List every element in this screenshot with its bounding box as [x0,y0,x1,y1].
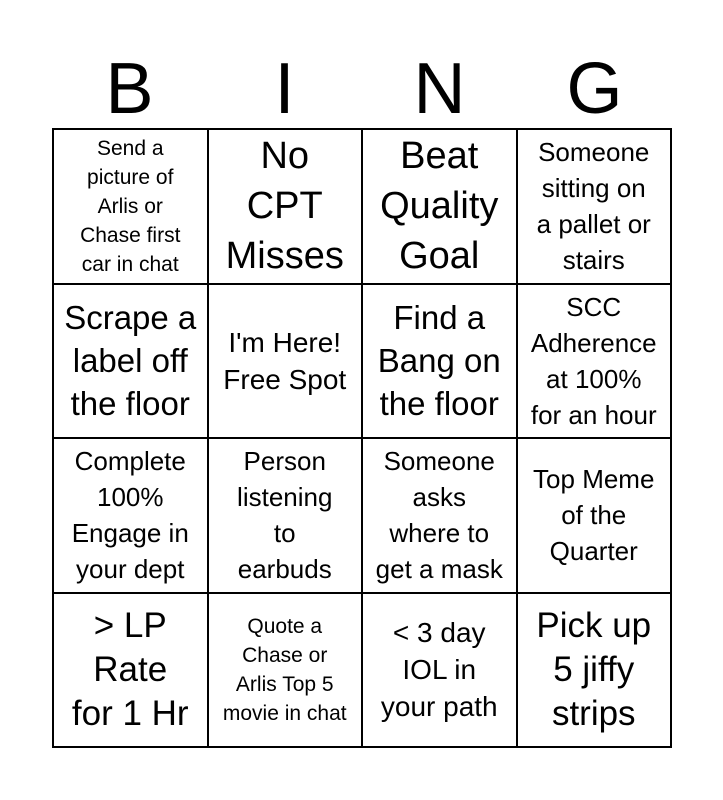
bingo-cell-r2-c3[interactable] [362,284,517,439]
bingo-cell-r1-c1[interactable] [53,129,208,284]
header-letter-b: B [105,49,154,129]
bingo-grid [52,128,672,748]
bingo-cell-r1-c4[interactable] [517,129,672,284]
bingo-cell-text: Beat Quality Goal [380,135,499,278]
bingo-cell-r2-c1[interactable] [53,284,208,439]
bingo-cell-r4-c1[interactable] [53,593,208,748]
bingo-cell-text: No CPT Misses [225,135,344,278]
bingo-cell-r1-c3[interactable] [362,129,517,284]
header-letter-g: G [566,49,623,129]
header-letter-i: I [274,49,295,129]
bingo-cell-r2-c2[interactable] [208,284,363,439]
bingo-cell-text: Someone asks where to get a mask [375,446,503,585]
bingo-cell-r1-c2[interactable] [208,129,363,284]
bingo-cell-r3-c1[interactable] [53,438,208,593]
bingo-cell-r4-c2[interactable] [208,593,363,748]
bingo-cell-text: Quote a Chase or Arlis Top 5 movie in chat [222,614,347,725]
bingo-cell-text: > LP Rate for 1 Hr [71,605,189,733]
bingo-cell-text: Person listening to earbuds [237,446,333,585]
bingo-cell-text: SCC Adherence at 100% for an hour [530,291,657,430]
bingo-cell-text: Top Meme of the Quarter [533,464,655,567]
bingo-cell-text: Someone sitting on a pallet or stairs [536,137,651,276]
bingo-cell-text: I'm Here! Free Spot [223,326,347,395]
bingo-cell-text: Scrape a label off the floor [64,299,197,423]
header-letter-n: N [413,49,466,129]
bingo-cell-r4-c3[interactable] [362,593,517,748]
bingo-cell-text: Complete 100% Engage in your dept [71,446,189,585]
bingo-cell-r2-c4[interactable] [517,284,672,439]
bingo-cell-r3-c4[interactable] [517,438,672,593]
bingo-cell-text: Send a picture of Arlis or Chase first car in chat [80,136,181,276]
bingo-cell-text: < 3 day IOL in your path [380,617,498,723]
bingo-cell-r3-c2[interactable] [208,438,363,593]
bingo-cell-text: Find a Bang on the floor [377,299,501,423]
bingo-header [52,50,672,128]
bingo-cell-r4-c4[interactable] [517,593,672,748]
bingo-cell-text: Pick up 5 jiffy strips [536,605,652,733]
bingo-cell-r3-c3[interactable] [362,438,517,593]
